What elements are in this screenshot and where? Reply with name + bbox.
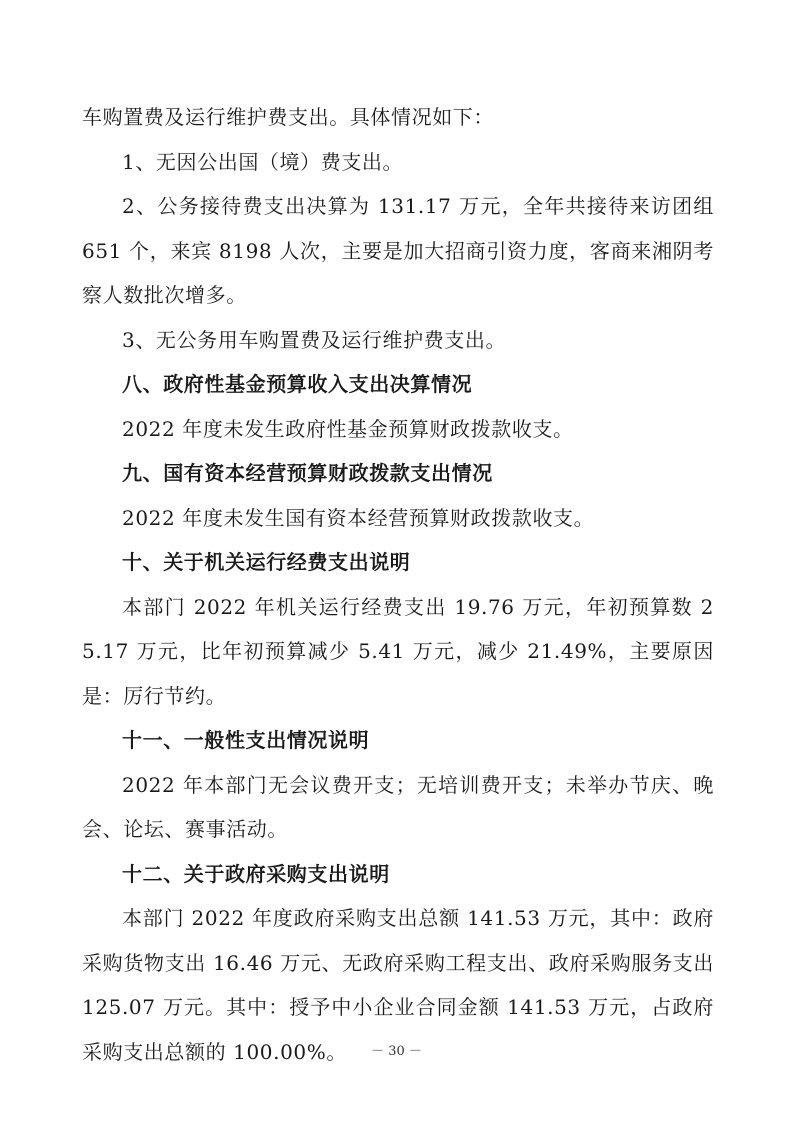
section-heading-12: 十二、关于政府采购支出说明 xyxy=(122,861,390,886)
paragraph-fund-budget: 2022 年度未发生政府性基金预算财政拨款收支。 xyxy=(122,416,574,441)
page-number: － 30 － xyxy=(371,1044,422,1059)
section-heading-10: 十、关于机关运行经费支出说明 xyxy=(122,550,411,574)
section-heading-8: 八、政府性基金预算收入支出决算情况 xyxy=(122,372,473,396)
paragraph-operating-expense: 本部门 2022 年机关运行经费支出 19.76 万元，年初预算数 25.17 万元，比年初预算减少 5.41 万元，减少 21.49%，主要原因是：厉行节约。 xyxy=(82,594,714,708)
paragraph-reception-expense: 2、公务接待费支出决算为 131.17 万元，全年共接待来访团组 651 个，来宾 8198 人次，主要是加大招商引资力度，客商来湘阴考察人数批次增多。 xyxy=(82,194,714,307)
section-heading-9: 九、国有资本经营预算财政拨款支出情况 xyxy=(122,461,493,485)
paragraph-no-vehicle-expense: 3、无公务用车购置费及运行维护费支出。 xyxy=(122,327,507,352)
document-body xyxy=(82,95,714,1074)
paragraph-continuation: 车购置费及运行维护费支出。具体情况如下： xyxy=(82,105,494,129)
paragraph-state-capital: 2022 年度未发生国有资本经营预算财政拨款收支。 xyxy=(122,505,595,530)
paragraph-procurement: 本部门 2022 年度政府采购支出总额 141.53 万元，其中：政府采购货物支出 16.46 万元、无政府采购工程支出、政府采购服务支出 125.07 万元。其中：授予中小企业合同金额 141.53 万元，占政府采购支出总额的 100.00%。 xyxy=(82,906,714,1064)
paragraph-no-overseas-travel: 1、无因公出国（境）费支出。 xyxy=(122,149,404,174)
paragraph-general-expense: 2022 年本部门无会议费开支；无培训费开支；未举办节庆、晚会、论坛、赛事活动。 xyxy=(82,772,714,841)
section-heading-11: 十一、一般性支出情况说明 xyxy=(122,728,370,752)
